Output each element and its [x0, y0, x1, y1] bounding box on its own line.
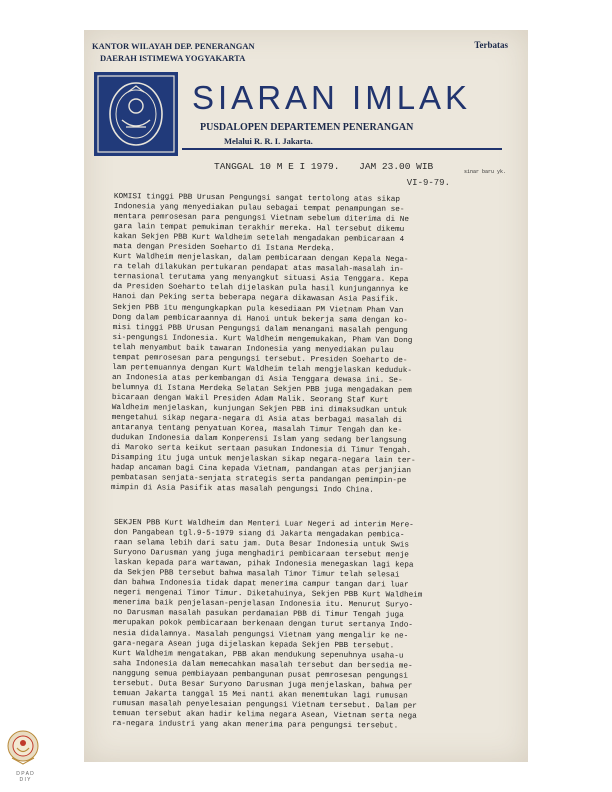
seal-caption-line-1: D P A D	[16, 771, 34, 777]
text-line: KOMISI tinggi PBB Urusan Pengungsi sangat tertolong atas sikap	[113, 192, 401, 204]
text-line: no Darusman masalah pasukan perdamaian PBB di Timur Tengah juga	[113, 609, 404, 620]
classification-label: Terbatas	[474, 40, 508, 50]
emblem-logo	[94, 72, 178, 156]
text-line: merupakan pokok pembicaraan berkenaan dengan turut sertanya Indo-	[113, 619, 413, 631]
text-line: misi tinggi PBB Urusan Pengungsi dalam menangani masalah pengung	[112, 323, 408, 335]
text-line: negeri mengenai Timor Timur. Diketahuinya, Sekjen PBB Kurt Waldheim	[113, 589, 423, 601]
text-line: si-pengungsi Indonesia. Kurt Waldheim mengemukakan, Pham Van Dong	[112, 333, 413, 345]
text-line: rumusan masalah penyelesaian pengungsi Vietnam tersebut. Dalam per	[112, 699, 417, 711]
text-line: telah menyambut baik tawaran Indonesia yang menyediakan pulau	[112, 343, 394, 355]
text-line: Indonesia yang menyediakan pulau sebagai tempat penampungan se-	[113, 203, 405, 215]
text-line: an Indonesia atas perkembangan di Asia Tenggara dewasa ini. Se-	[112, 373, 403, 385]
text-line: Hanoi dan Peking serta beberapa negara dikawasan Asia Pasifik.	[112, 293, 399, 305]
paragraph-1	[111, 192, 510, 498]
date-text: TANGGAL 10 M E I 1979.	[214, 161, 340, 172]
text-line: gara-negara Asean juga dijelaskan kepada Sekjen PBB tersebut.	[112, 639, 395, 651]
margin-note: sinar baru yk.	[463, 169, 506, 175]
text-line: ra-negara industri yang akan menerima para pengungsi tersebut.	[112, 719, 399, 731]
text-line: temuan Jakarta tanggal 15 Mei nanti akan menemtukan lagi rumusan	[112, 689, 408, 701]
text-line: kakan Sekjen PBB Kurt Waldheim setelah mengadakan pembicaraan 4	[113, 233, 405, 245]
text-line: Suryono Darusman yang juga menghadiri pembicaraan tersebut menje	[113, 549, 409, 560]
text-line: tersebut. Duta Besar Suryono Darusman juga menjelaskan, bahwa per	[112, 679, 413, 691]
text-line: dudukan Indonesia dalam Konperensi Islam yang sedang berlangsung	[111, 434, 407, 446]
text-line: da Presiden Soeharto telah dijelaskan pula hasil kunjungannya ke	[112, 283, 409, 295]
text-line: belumnya di Istana Merdeka Selatan Sekjen PBB juga mengadakan pem	[111, 383, 412, 396]
text-line: mentara pemrosesan para pengungsi Vietnam sebelum diterima di Ne	[113, 213, 410, 225]
dateline	[214, 161, 447, 172]
text-line: Waldheim menjelaskan, kunjungan Sekjen PBB ini dimaksudkan untuk	[111, 403, 408, 416]
text-line: Kurt Waldheim menjelaskan, dalam pembicaraan dengan Kepala Nega-	[113, 253, 409, 265]
text-line: raan selama lebih dari satu jam. Duta Besar Indonesia untuk Swis	[113, 539, 410, 550]
bulletin-subtitle: PUSDALOPEN DEPARTEMEN PENERANGAN	[200, 122, 414, 133]
document-page	[84, 30, 528, 762]
archive-seal-caption	[8, 771, 42, 783]
text-line: mata dengan Presiden Soeharto di Istana Merdeka.	[113, 243, 335, 254]
text-line: pembatasan senjata-senjata strategis serta pandangan pemimpin-pe	[110, 474, 407, 486]
seal-caption-line-2: D I Y	[19, 777, 31, 783]
text-line: antaranya tentang penyatuan Korea, masalah Timur Tengah dan ke-	[111, 424, 403, 436]
text-line: Disamping itu juga untuk menjelaskan sikap negara-negara lain ter-	[111, 454, 416, 466]
header-rule	[182, 148, 502, 150]
bulletin-title: SIARAN IMLAK	[192, 79, 472, 116]
text-line: gara lain tempat pemukiman terakhir mereka. Hal tersebut dikemu	[113, 223, 405, 235]
text-line: tempat pemrosesan para pengungsi tersebut. Presiden Soeharto de-	[112, 353, 408, 365]
text-line: laskan kepada para wartawan, pihak Indonesia menegaskan lagi kepa	[113, 559, 414, 570]
text-line: ra telah dilakukan pertukaran pendapat atas masalah-masalah in-	[113, 263, 404, 275]
office-line-1: KANTOR WILAYAH DEP. PENERANGAN	[92, 41, 255, 51]
text-line: SEKJEN PBB Kurt Waldheim dan Menteri Luar Negeri ad interim Mere-	[113, 519, 414, 530]
text-line: nanggung semua pembiayaan pembangunan pusat pemrosesan pengungsi	[112, 669, 408, 681]
text-line: saha Indonesia dalam memecahkan masalah tersebut dan bersedia me-	[112, 659, 413, 671]
text-line: dan bahwa Indonesia tidak dapat menerima campur tangan dari luar	[113, 579, 409, 590]
text-line: Dong dalam pembicaraannya di Hanoi untuk bekerja sama dengan ko-	[112, 313, 408, 325]
text-line: nesia didalamnya. Masalah pengungsi Vietnam yang mengalir ke ne-	[112, 629, 409, 641]
text-line: menerima baik penjelasan-penjelasan Indonesia itu. Menurut Suryo-	[113, 599, 414, 610]
office-header	[92, 40, 255, 64]
time-text: JAM 23.00 WIB	[359, 161, 434, 172]
text-line: hadap ancaman bagi Cina kepada Vietnam, pandangan atas perjanjian	[111, 464, 412, 476]
text-line: lam pertemuannya dengan Kurt Waldheim telah mengjelaskan keduduk-	[112, 363, 413, 375]
text-line: Kurt Waldheim mengatakan, PBB akan mendukung sepenuhnya usaha-u	[112, 649, 404, 661]
office-line-2: DAERAH ISTIMEWA YOGYAKARTA	[100, 53, 246, 63]
text-line: bicaraan dengan Wakil Presiden Adam Malik. Seorang Staf Kurt	[111, 393, 389, 405]
text-line: mimpin di Asia Pasifik atas masalah pengungsi Indo China.	[110, 484, 374, 496]
text-line: da Sekjen PBB tersebut bahwa masalah Timor Timur telah selesai	[113, 569, 400, 580]
text-line: Sekjen PBB itu mengungkapkan pula kesediaan PM Vietnam Pham Van	[112, 303, 404, 315]
text-line: ternasional terutama yang menyangkut situasi Asia Tenggara. Kepa	[113, 273, 409, 285]
broadcast-via: Melalui R. R. I. Jakarta.	[224, 136, 313, 146]
paragraph-2	[112, 518, 510, 732]
text-line: di Maroko serta keikut sertaan pasukan Indonesia di Timur Tengah.	[111, 444, 412, 456]
reference-stamp: VI-9-79.	[406, 178, 450, 188]
text-line: mengetahui sikap negara-negara di Asia atas berbagai masalah di	[111, 414, 403, 426]
text-line: don Pangabean tgl.9-5-1979 siang di Jakarta mengadakan pembica-	[113, 529, 405, 540]
text-line: temuan tersebut akan hadir kelima negara Asean, Vietnam serta nega	[112, 709, 417, 721]
